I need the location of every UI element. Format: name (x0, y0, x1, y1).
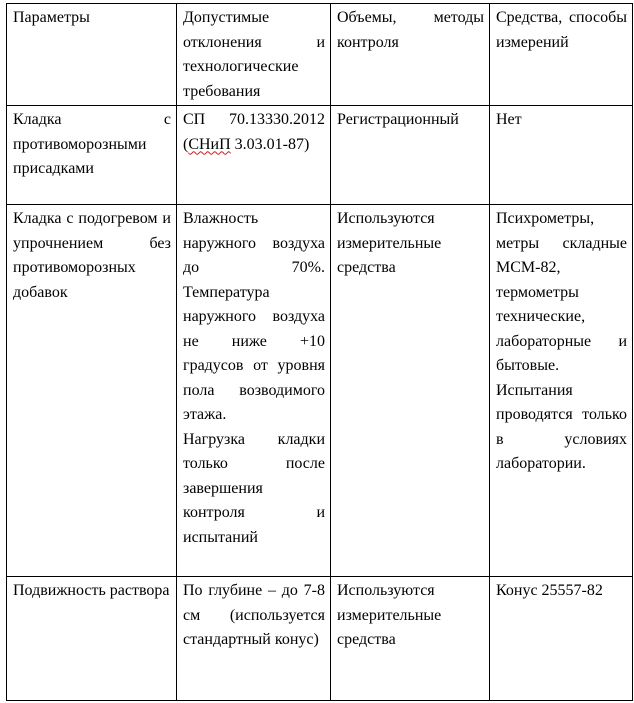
table-row (7, 577, 633, 701)
requirements-paragraph: Влажность наружного воздуха до 70%. Температура наружного воздуха не ниже +10 градусов от уровня пола возводимого этажа. (183, 210, 325, 423)
tools-cell: Конус 25557-82 (490, 577, 633, 701)
header-cell-tools: Средства, способы измерений (490, 4, 633, 106)
methods-cell: Регистрационный (331, 106, 490, 205)
requirements-cell (177, 106, 331, 205)
methods-cell: Используются измерительные средства (331, 577, 490, 701)
tools-cell: Психрометры, метры складные МСМ-82, термометры технические, лабораторные и бытовые. Испытания проводятся только в условиях лаборатории. (490, 205, 633, 577)
requirements-table (6, 3, 633, 701)
parameter-cell: Подвижность раствора (7, 577, 177, 701)
header-cell-parameters: Параметры (7, 4, 177, 106)
header-cell-requirements: Допустимые отклонения и технологические требования (177, 4, 331, 106)
methods-cell: Используются измерительные средства (331, 205, 490, 577)
parameter-cell: Кладка с противоморозными присадками (7, 106, 177, 205)
requirements-paragraph: Нагрузка кладки только после завершения контроля и испытаний (183, 430, 325, 546)
spellcheck-flagged-word: СНиП (188, 135, 231, 153)
requirements-text: 3.03.01-87) (230, 135, 310, 153)
requirements-cell (177, 205, 331, 577)
tools-cell: Нет (490, 106, 633, 205)
requirements-cell: По глубине – до 7-8 см (используется стандартный конус) (177, 577, 331, 701)
table-row (7, 106, 633, 205)
header-cell-methods: Объемы, методы контроля (331, 4, 490, 106)
requirements-text: СП 70.13330.2012 ( (183, 111, 325, 153)
header-row (7, 4, 633, 106)
parameter-cell: Кладка с подогревом и упрочнением без противоморозных добавок (7, 205, 177, 577)
table-row (7, 205, 633, 577)
